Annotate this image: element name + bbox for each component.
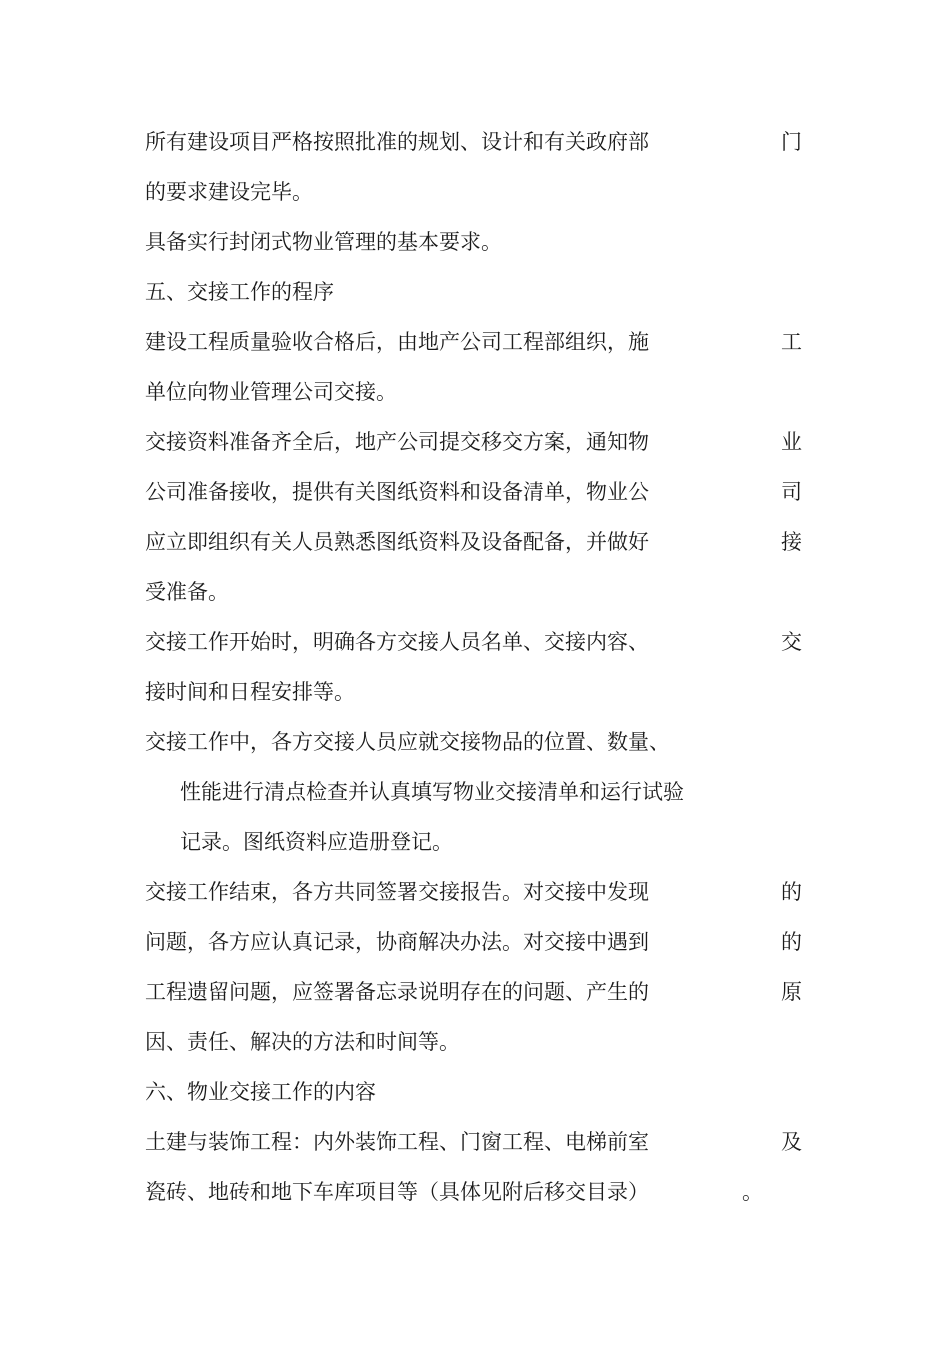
text-line-17-tail: 的: [781, 930, 802, 954]
text-line-21-tail: 及: [781, 1130, 802, 1154]
text-line-11: 交接工作开始时，明确各方交接人员名单、交接内容、: [145, 630, 649, 654]
section-heading-5: 五、交接工作的程序: [145, 280, 334, 304]
text-line-6: 单位向物业管理公司交接。: [145, 380, 397, 404]
text-line-9: 应立即组织有关人员熟悉图纸资料及设备配备，并做好: [145, 530, 649, 554]
text-line-3: 具备实行封闭式物业管理的基本要求。: [145, 230, 502, 254]
text-line-5-tail: 工: [781, 330, 802, 354]
text-line-7: 交接资料准备齐全后，地产公司提交移交方案，通知物: [145, 430, 649, 454]
section-heading-6: 六、物业交接工作的内容: [145, 1080, 376, 1104]
text-line-2: 的要求建设完毕。: [145, 180, 313, 204]
text-line-10: 受准备。: [145, 580, 229, 604]
text-line-16: 交接工作结束，各方共同签署交接报告。对交接中发现: [145, 880, 649, 904]
text-line-9-tail: 接: [781, 530, 802, 554]
text-line-1: 所有建设项目严格按照批准的规划、设计和有关政府部: [145, 130, 649, 154]
text-line-22-tail: 。: [742, 1180, 763, 1204]
text-line-16-tail: 的: [781, 880, 802, 904]
text-line-18: 工程遗留问题，应签署备忘录说明存在的问题、产生的: [145, 980, 649, 1004]
text-line-13: 交接工作中，各方交接人员应就交接物品的位置、数量、: [145, 730, 670, 754]
text-line-18-tail: 原: [781, 980, 802, 1004]
text-line-5: 建设工程质量验收合格后，由地产公司工程部组织，施: [145, 330, 649, 354]
text-line-7-tail: 业: [781, 430, 802, 454]
text-line-21: 土建与装饰工程：内外装饰工程、门窗工程、电梯前室: [145, 1130, 649, 1154]
text-line-12: 接时间和日程安排等。: [145, 680, 355, 704]
text-line-15: 记录。图纸资料应造册登记。: [180, 830, 453, 854]
text-line-8-tail: 司: [781, 480, 802, 504]
text-line-22: 瓷砖、地砖和地下车库项目等（具体见附后移交目录）: [145, 1180, 649, 1204]
text-line-11-tail: 交: [781, 630, 802, 654]
text-line-8: 公司准备接收，提供有关图纸资料和设备清单，物业公: [145, 480, 649, 504]
text-line-1-tail: 门: [781, 130, 802, 154]
text-line-17: 问题，各方应认真记录，协商解决办法。对交接中遇到: [145, 930, 649, 954]
text-line-14: 性能进行清点检查并认真填写物业交接清单和运行试验: [180, 780, 684, 804]
text-line-19: 因、责任、解决的方法和时间等。: [145, 1030, 460, 1054]
